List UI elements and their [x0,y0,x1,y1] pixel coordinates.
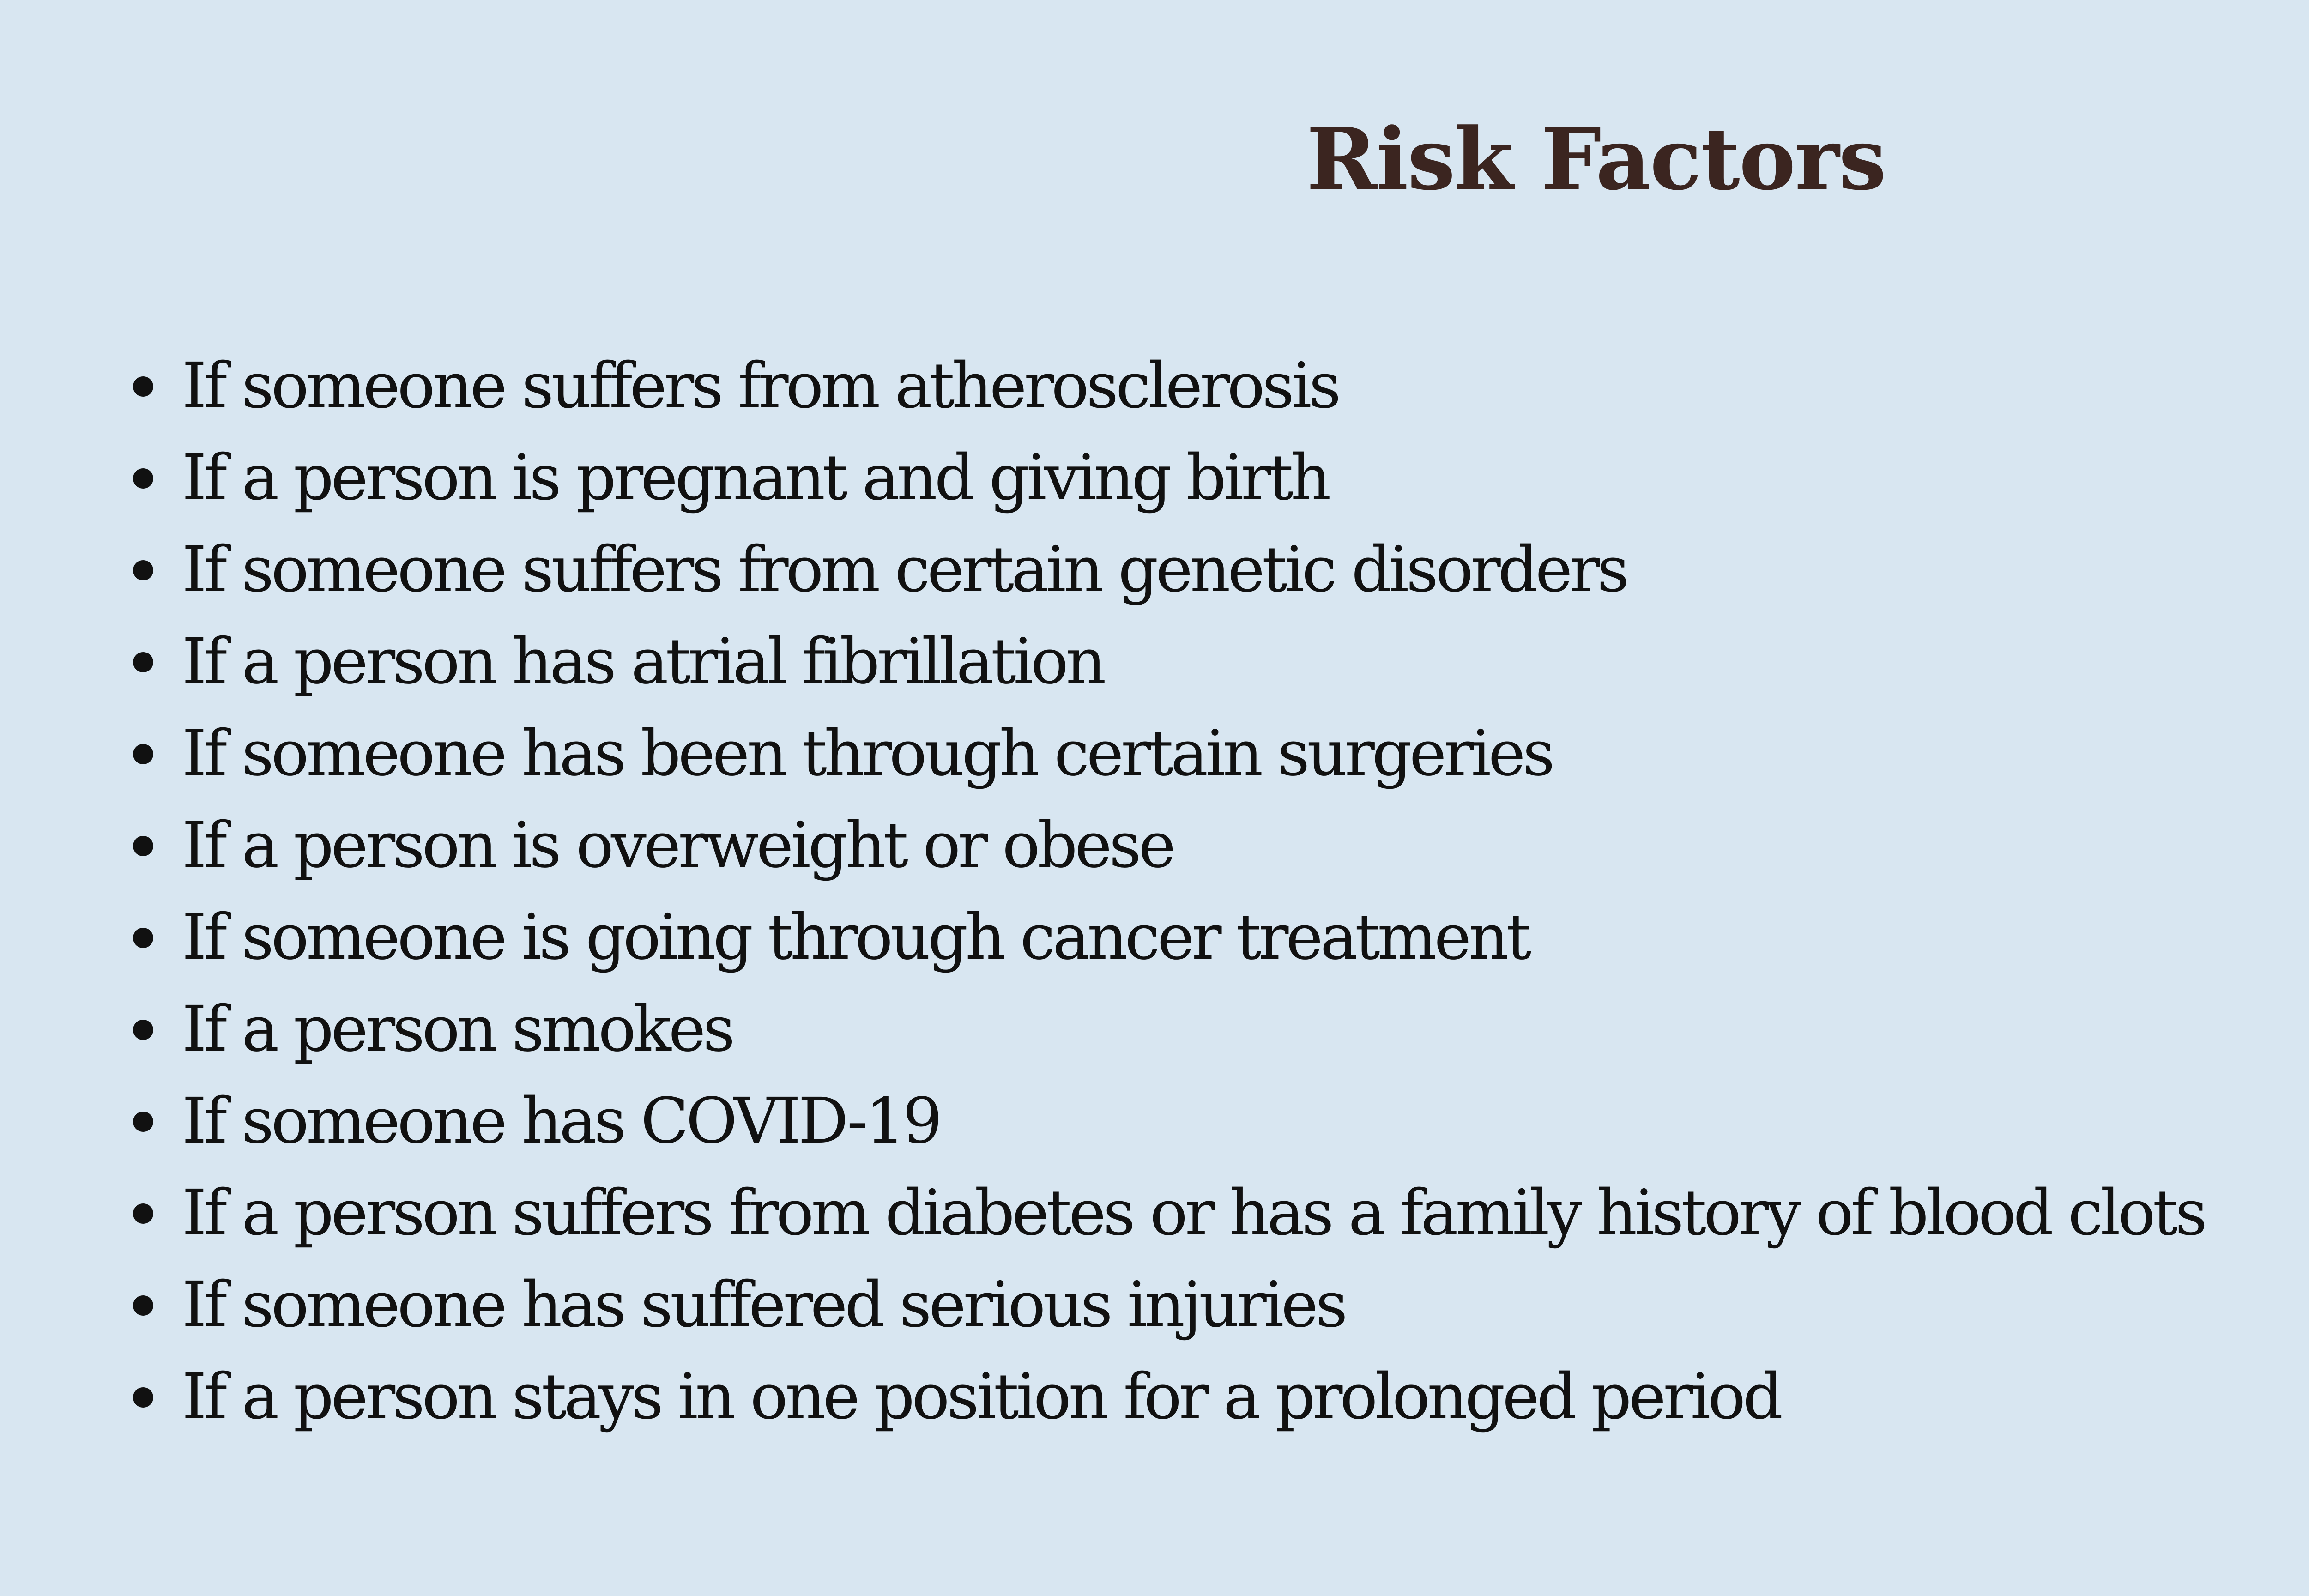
list-item [129,340,2205,432]
list-item [129,984,2205,1076]
list-item-text: If a person has atrial fibrillation [182,625,1104,698]
list-item [129,1167,2205,1259]
list-item-text: If a person is overweight or obese [182,809,1173,882]
page-title: Risk Factors [1306,109,1886,209]
bullet-icon [133,744,153,764]
bullet-icon [133,1387,153,1408]
list-item [129,616,2205,708]
list-item-text: If someone suffers from atherosclerosis [182,350,1339,423]
bullet-icon [133,928,153,948]
list-item [129,800,2205,892]
risk-factors-list [129,340,2205,1443]
list-item-text: If someone has suffered serious injuries [182,1269,1345,1342]
bullet-icon [133,1112,153,1132]
bullet-icon [133,468,153,489]
bullet-icon [133,1295,153,1316]
list-item-text: If someone suffers from certain genetic disorders [182,533,1627,606]
list-item [129,1076,2205,1167]
bullet-icon [133,1203,153,1224]
list-item-text: If a person stays in one position for a prolonged period [182,1360,1781,1433]
list-item-text: If someone has been through certain surgeries [182,717,1553,790]
list-item [129,432,2205,524]
list-item [129,708,2205,800]
bullet-icon [133,376,153,397]
bullet-icon [133,652,153,672]
list-item [129,892,2205,984]
bullet-icon [133,1020,153,1040]
list-item-text: If someone has COVID-19 [182,1085,940,1158]
list-item-text: If a person suffers from diabetes or has a family history of blood clots [182,1177,2205,1250]
list-item-text: If someone is going through cancer treatment [182,901,1529,974]
list-item-text: If a person is pregnant and giving birth [182,441,1329,514]
bullet-icon [133,560,153,580]
list-item [129,1351,2205,1443]
list-item-text: If a person smokes [182,993,732,1066]
list-item [129,1259,2205,1351]
list-item [129,524,2205,616]
bullet-icon [133,836,153,856]
